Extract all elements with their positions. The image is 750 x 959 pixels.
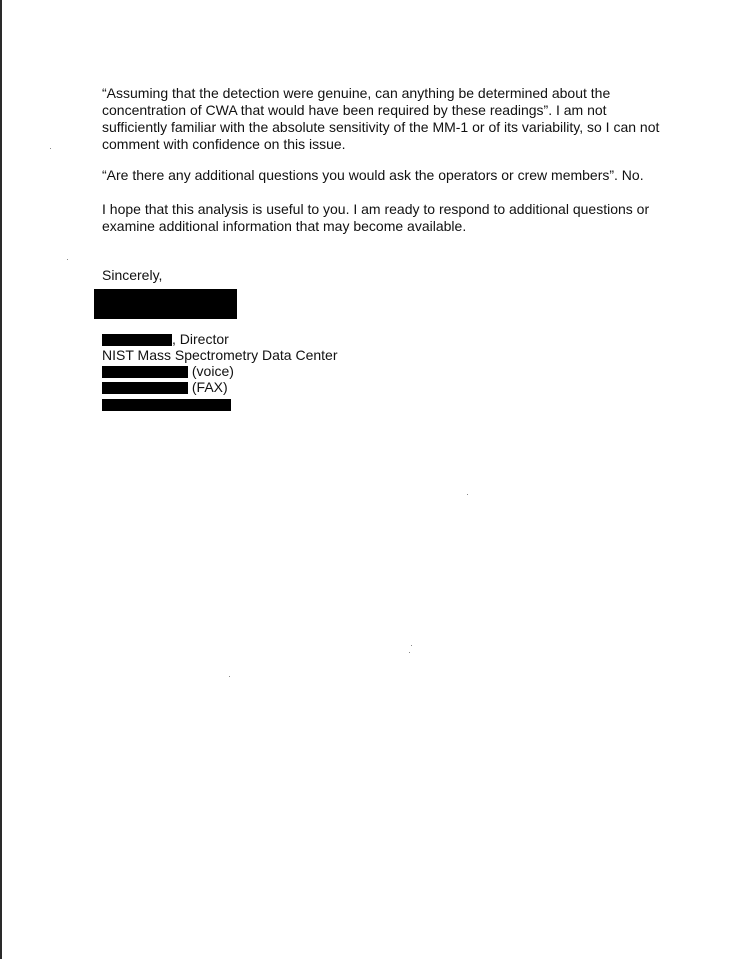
redacted-fax-number bbox=[102, 382, 188, 394]
paragraph-additional-questions: “Are there any additional questions you would ask the operators or crew members”. No. bbox=[102, 167, 644, 183]
scan-speck bbox=[50, 148, 51, 149]
voice-label: (voice) bbox=[188, 363, 234, 379]
paragraph-closing-remarks: I hope that this analysis is useful to you. I am ready to respond to additional questions or examine additional information that may become available. bbox=[102, 201, 650, 234]
scan-speck bbox=[67, 259, 68, 260]
paragraph-cwa-concentration: “Assuming that the detection were genuine, can anything be determined about the concentration of CWA that would have been required by these readings”. I am not sufficiently familiar with the absolute sensitivity of the MM-1 or of its variability, so I can not comment with confidence on this issue. bbox=[102, 85, 660, 152]
page-left-edge bbox=[0, 0, 2, 959]
redacted-voice-number bbox=[102, 366, 188, 378]
redacted-name bbox=[102, 334, 172, 346]
redacted-signature bbox=[94, 289, 237, 319]
redacted-email bbox=[102, 399, 231, 411]
scan-speck bbox=[229, 676, 230, 677]
scan-speck bbox=[411, 645, 412, 646]
signature-fax-line bbox=[102, 379, 228, 395]
closing-salutation: Sincerely, bbox=[102, 267, 163, 283]
signature-title: , Director bbox=[172, 331, 229, 347]
scan-speck bbox=[409, 652, 410, 653]
signature-organization: NIST Mass Spectrometry Data Center bbox=[102, 347, 338, 363]
scan-speck bbox=[467, 494, 468, 495]
signature-title-line bbox=[102, 331, 229, 347]
signature-voice-line bbox=[102, 363, 234, 379]
fax-label: (FAX) bbox=[188, 379, 228, 395]
